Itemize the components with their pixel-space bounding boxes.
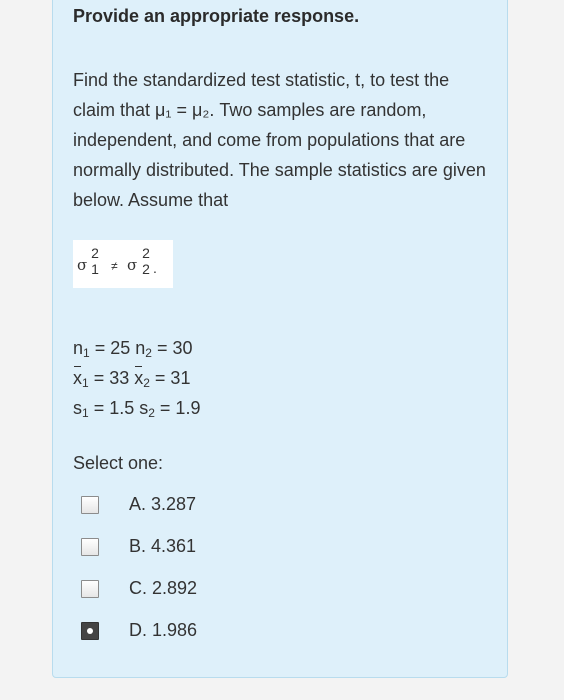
question-card: [52, 0, 508, 678]
option-c[interactable]: [81, 578, 401, 602]
option-a-label[interactable]: A. 3.287: [129, 494, 197, 514]
option-d[interactable]: [81, 620, 401, 644]
option-a-checkbox[interactable]: [81, 496, 99, 514]
n1-symbol: n: [73, 338, 84, 358]
s2-value: = 1.9: [154, 398, 201, 418]
select-one-label: Select one:: [73, 453, 164, 473]
n2-subscript: 2: [145, 346, 152, 360]
question-title: Provide an appropriate response.: [73, 6, 360, 26]
option-b-label[interactable]: B. 4.361: [129, 536, 197, 556]
option-c-label[interactable]: C. 2.892: [129, 578, 198, 598]
subscript-2: 2: [142, 261, 150, 277]
sigma-symbol-2: σ: [127, 256, 138, 274]
option-d-checkbox[interactable]: [81, 622, 99, 640]
sample-stdevs-line: [73, 393, 200, 423]
x2-bar-symbol: x: [134, 363, 143, 393]
sample-sizes-line: [73, 333, 200, 363]
option-d-label[interactable]: D. 1.986: [129, 620, 198, 640]
x2-value: = 31: [149, 368, 191, 388]
question-text: Find the standardized test statistic, t, to test the claim that μ₁ = μ₂. Two samples are random, independent, and come from populations that are normally distributed. The sample statistics are given below. Assume that: [73, 70, 486, 210]
exponent-2: 2: [142, 245, 150, 261]
assumption-formula: [73, 240, 173, 288]
n2-symbol: n: [135, 338, 146, 358]
sample-statistics: [73, 333, 200, 423]
x2-subscript: 2: [143, 376, 150, 390]
x1-bar-symbol: x: [73, 363, 82, 393]
x1-value: = 33: [88, 368, 135, 388]
n1-value: = 25: [89, 338, 136, 358]
option-c-checkbox[interactable]: [81, 580, 99, 598]
n1-subscript: 1: [83, 346, 90, 360]
n2-value: = 30: [151, 338, 193, 358]
s2-symbol: s: [139, 398, 149, 418]
sample-means-line: [73, 363, 200, 393]
formula-period: .: [153, 260, 157, 276]
s1-value: = 1.5: [88, 398, 140, 418]
option-b-checkbox[interactable]: [81, 538, 99, 556]
not-equal-symbol: ≠: [111, 259, 118, 273]
s2-subscript: 2: [148, 406, 155, 420]
subscript-1: 1: [91, 261, 99, 277]
s1-symbol: s: [73, 398, 82, 418]
x1-subscript: 1: [82, 376, 89, 390]
s1-subscript: 1: [82, 406, 89, 420]
option-b[interactable]: [81, 536, 401, 560]
option-a[interactable]: [81, 494, 401, 518]
sigma-symbol-1: σ: [77, 256, 88, 274]
exponent-1: 2: [91, 245, 99, 261]
